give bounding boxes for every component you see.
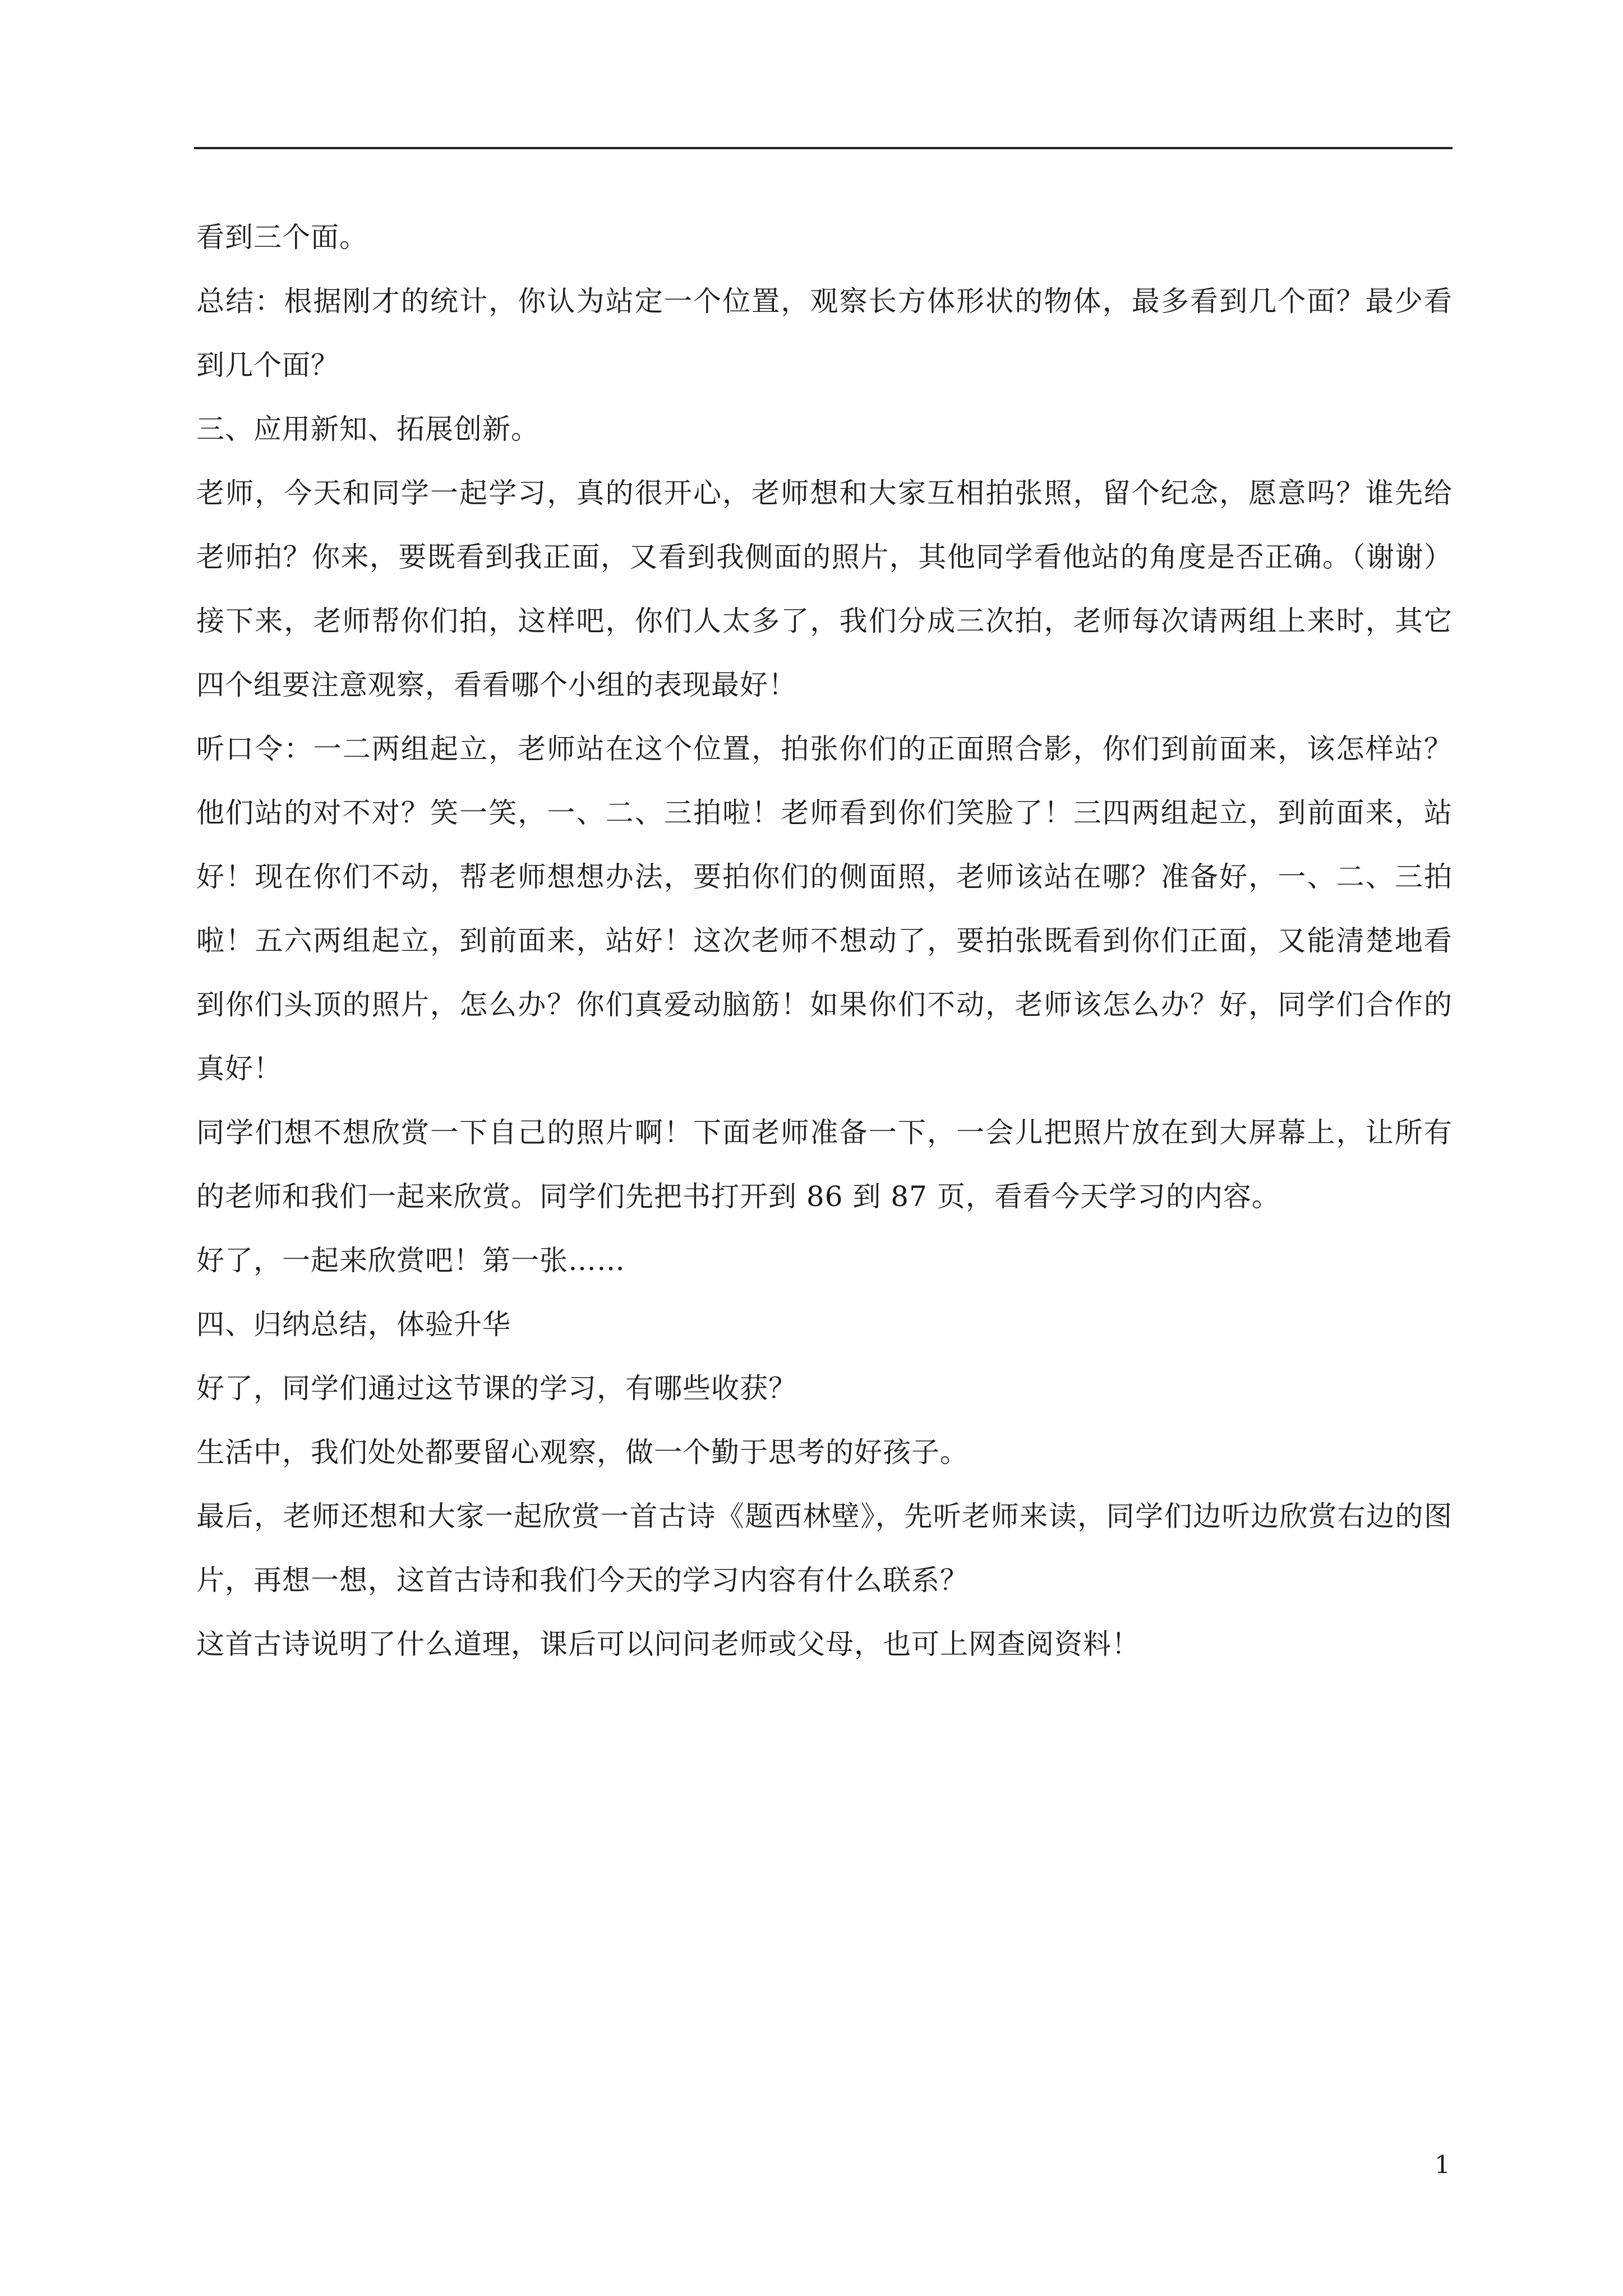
- text-line: 看到三个面。: [196, 221, 368, 254]
- text-line: 这首古诗说明了什么道理，课后可以问问老师或父母，也可上网查阅资料！: [196, 1628, 1140, 1660]
- body-text: [196, 205, 1453, 1676]
- text-line: 生活中，我们处处都要留心观察，做一个勤于思考的好孩子。: [196, 1436, 969, 1469]
- text-line: 老师拍？你来，要既看到我正面，又看到我侧面的照片，其他同学看他站的角度是否正确。（谢谢）: [196, 541, 1453, 573]
- text-line: 到你们头顶的照片，怎么办？你们真爱动脑筋！如果你们不动，老师该怎么办？好，同学们合作的: [196, 988, 1453, 1021]
- text-line: 到几个面？: [196, 349, 339, 381]
- text-line: 听口令：一二两组起立，老师站在这个位置，拍张你们的正面照合影，你们到前面来，该怎样站？: [196, 733, 1453, 765]
- text-line: 老师，今天和同学一起学习，真的很开心，老师想和大家互相拍张照，留个纪念，愿意吗？谁先给: [196, 477, 1453, 509]
- header-rule: [194, 147, 1453, 149]
- text-line: 好了，同学们通过这节课的学习，有哪些收获？: [196, 1372, 797, 1405]
- text-line: 同学们想不想欣赏一下自己的照片啊！下面老师准备一下，一会儿把照片放在到大屏幕上，让所有: [196, 1116, 1453, 1149]
- text-line: 真好！: [196, 1052, 282, 1085]
- text-line: 最后，老师还想和大家一起欣赏一首古诗《题西林壁》，先听老师来读，同学们边听边欣赏右边的图: [196, 1500, 1453, 1533]
- text-line: 片，再想一想，这首古诗和我们今天的学习内容有什么联系？: [196, 1564, 969, 1596]
- text-line: 接下来，老师帮你们拍，这样吧，你们人太多了，我们分成三次拍，老师每次请两组上来时，其它: [196, 605, 1453, 637]
- section-heading: 三、应用新知、拓展创新。: [196, 413, 540, 445]
- text-line: 四个组要注意观察，看看哪个小组的表现最好！: [196, 669, 797, 701]
- text-line: 好！现在你们不动，帮老师想想办法，要拍你们的侧面照，老师该站在哪？准备好，一、二、三拍: [196, 861, 1453, 893]
- text-line: 的老师和我们一起来欣赏。同学们先把书打开到 86 到 87 页，看看今天学习的内容。: [196, 1180, 1280, 1213]
- section-heading: 四、归纳总结，体验升华: [196, 1308, 511, 1341]
- text-line: 好了，一起来欣赏吧！第一张……: [196, 1244, 625, 1277]
- text-line: 总结：根据刚才的统计，你认为站定一个位置，观察长方体形状的物体，最多看到几个面？最少看: [196, 285, 1453, 318]
- page-number: 1: [1435, 2151, 1450, 2179]
- text-line: 啦！五六两组起立，到前面来，站好！这次老师不想动了，要拍张既看到你们正面，又能清楚地看: [196, 924, 1453, 957]
- text-line: 他们站的对不对？笑一笑，一、二、三拍啦！老师看到你们笑脸了！三四两组起立，到前面来，站: [196, 797, 1453, 829]
